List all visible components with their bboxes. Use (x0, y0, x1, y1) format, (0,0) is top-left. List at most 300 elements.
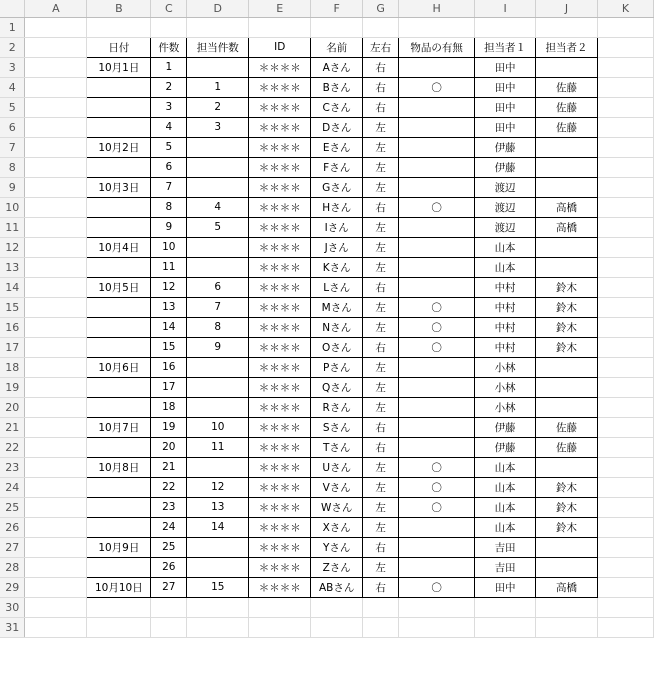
table-cell[interactable]: 15 (151, 337, 187, 357)
column-header[interactable]: H (399, 0, 475, 17)
empty-cell[interactable] (25, 237, 87, 257)
table-cell[interactable] (399, 57, 475, 77)
table-cell[interactable]: 13 (187, 497, 249, 517)
table-cell[interactable]: 伊藤 (475, 157, 536, 177)
table-cell[interactable]: 〇 (399, 297, 475, 317)
empty-cell[interactable] (249, 597, 311, 617)
table-cell[interactable] (87, 257, 151, 277)
row-header[interactable]: 11 (0, 217, 25, 237)
empty-cell[interactable] (598, 257, 654, 277)
table-cell[interactable]: ＊＊＊＊ (249, 317, 311, 337)
table-cell[interactable]: 伊藤 (475, 437, 536, 457)
empty-cell[interactable] (598, 437, 654, 457)
empty-cell[interactable] (475, 17, 536, 37)
table-cell[interactable] (187, 557, 249, 577)
table-cell[interactable]: 左 (363, 317, 399, 337)
table-cell[interactable] (87, 377, 151, 397)
table-cell[interactable]: 17 (151, 377, 187, 397)
table-cell[interactable]: 鈴木 (536, 317, 598, 337)
table-cell[interactable]: ＊＊＊＊ (249, 77, 311, 97)
table-cell[interactable] (536, 57, 598, 77)
table-cell[interactable]: 10月4日 (87, 237, 151, 257)
table-cell[interactable]: 伊藤 (475, 417, 536, 437)
table-cell[interactable]: Oさん (311, 337, 363, 357)
table-cell[interactable]: 渡辺 (475, 177, 536, 197)
table-cell[interactable]: 山本 (475, 497, 536, 517)
table-cell[interactable]: 14 (151, 317, 187, 337)
empty-cell[interactable] (536, 597, 598, 617)
table-cell[interactable]: ＊＊＊＊ (249, 177, 311, 197)
table-header-cell[interactable]: 物品の有無 (399, 37, 475, 57)
empty-cell[interactable] (598, 617, 654, 637)
table-cell[interactable]: 〇 (399, 477, 475, 497)
table-cell[interactable]: Lさん (311, 277, 363, 297)
table-cell[interactable]: 15 (187, 577, 249, 597)
table-cell[interactable]: 佐藤 (536, 417, 598, 437)
table-cell[interactable]: 27 (151, 577, 187, 597)
table-cell[interactable] (536, 397, 598, 417)
empty-cell[interactable] (598, 177, 654, 197)
empty-cell[interactable] (598, 17, 654, 37)
table-cell[interactable]: 14 (187, 517, 249, 537)
empty-cell[interactable] (363, 617, 399, 637)
table-cell[interactable]: 中村 (475, 297, 536, 317)
table-cell[interactable] (536, 157, 598, 177)
table-cell[interactable]: 鈴木 (536, 277, 598, 297)
table-cell[interactable]: 高橋 (536, 577, 598, 597)
row-header[interactable]: 21 (0, 417, 25, 437)
table-cell[interactable]: 左 (363, 137, 399, 157)
table-cell[interactable]: 山本 (475, 237, 536, 257)
empty-cell[interactable] (25, 117, 87, 137)
table-cell[interactable] (536, 357, 598, 377)
table-cell[interactable] (187, 237, 249, 257)
table-cell[interactable]: 10月9日 (87, 537, 151, 557)
empty-cell[interactable] (598, 497, 654, 517)
table-cell[interactable]: Fさん (311, 157, 363, 177)
table-cell[interactable]: 4 (151, 117, 187, 137)
empty-cell[interactable] (187, 17, 249, 37)
row-header[interactable]: 5 (0, 97, 25, 117)
table-cell[interactable]: 左 (363, 157, 399, 177)
table-cell[interactable] (187, 397, 249, 417)
table-cell[interactable] (187, 457, 249, 477)
empty-cell[interactable] (536, 617, 598, 637)
table-cell[interactable] (87, 337, 151, 357)
empty-cell[interactable] (25, 137, 87, 157)
table-cell[interactable]: ＊＊＊＊ (249, 477, 311, 497)
empty-cell[interactable] (598, 97, 654, 117)
table-cell[interactable] (399, 377, 475, 397)
empty-cell[interactable] (25, 277, 87, 297)
table-cell[interactable]: Vさん (311, 477, 363, 497)
table-cell[interactable] (187, 377, 249, 397)
table-cell[interactable]: 中村 (475, 317, 536, 337)
empty-cell[interactable] (25, 617, 87, 637)
empty-cell[interactable] (25, 17, 87, 37)
column-header[interactable]: B (87, 0, 151, 17)
table-cell[interactable] (536, 377, 598, 397)
table-cell[interactable]: 山本 (475, 457, 536, 477)
table-header-cell[interactable]: 件数 (151, 37, 187, 57)
row-header[interactable]: 9 (0, 177, 25, 197)
table-cell[interactable]: 田中 (475, 77, 536, 97)
table-cell[interactable]: ＊＊＊＊ (249, 557, 311, 577)
table-cell[interactable]: ＊＊＊＊ (249, 397, 311, 417)
empty-cell[interactable] (598, 57, 654, 77)
table-cell[interactable]: 左 (363, 517, 399, 537)
empty-cell[interactable] (598, 237, 654, 257)
table-cell[interactable]: 5 (151, 137, 187, 157)
table-cell[interactable]: Qさん (311, 377, 363, 397)
table-cell[interactable]: ＊＊＊＊ (249, 517, 311, 537)
table-cell[interactable] (399, 257, 475, 277)
table-cell[interactable]: Iさん (311, 217, 363, 237)
table-cell[interactable]: 9 (187, 337, 249, 357)
table-header-cell[interactable]: 担当者１ (475, 37, 536, 57)
table-cell[interactable]: 4 (187, 197, 249, 217)
row-header[interactable]: 23 (0, 457, 25, 477)
table-cell[interactable]: 1 (151, 57, 187, 77)
row-header[interactable]: 27 (0, 537, 25, 557)
empty-cell[interactable] (598, 117, 654, 137)
row-header[interactable]: 29 (0, 577, 25, 597)
table-cell[interactable] (399, 157, 475, 177)
table-cell[interactable] (536, 177, 598, 197)
column-header[interactable]: D (187, 0, 249, 17)
table-cell[interactable]: 田中 (475, 117, 536, 137)
table-cell[interactable]: 10 (187, 417, 249, 437)
table-cell[interactable]: ＊＊＊＊ (249, 377, 311, 397)
table-cell[interactable]: 20 (151, 437, 187, 457)
empty-cell[interactable] (598, 157, 654, 177)
empty-cell[interactable] (25, 257, 87, 277)
empty-cell[interactable] (311, 17, 363, 37)
table-cell[interactable]: 右 (363, 337, 399, 357)
empty-cell[interactable] (598, 457, 654, 477)
table-cell[interactable] (87, 317, 151, 337)
table-cell[interactable]: ＊＊＊＊ (249, 537, 311, 557)
table-cell[interactable]: 田中 (475, 97, 536, 117)
empty-cell[interactable] (249, 17, 311, 37)
table-cell[interactable]: 中村 (475, 337, 536, 357)
row-header[interactable]: 20 (0, 397, 25, 417)
empty-cell[interactable] (151, 617, 187, 637)
table-cell[interactable]: 佐藤 (536, 77, 598, 97)
table-cell[interactable]: Wさん (311, 497, 363, 517)
empty-cell[interactable] (475, 597, 536, 617)
table-cell[interactable]: 吉田 (475, 557, 536, 577)
row-header[interactable]: 15 (0, 297, 25, 317)
table-cell[interactable]: ＊＊＊＊ (249, 497, 311, 517)
table-cell[interactable] (87, 397, 151, 417)
table-cell[interactable] (87, 437, 151, 457)
table-cell[interactable]: 19 (151, 417, 187, 437)
table-cell[interactable]: 鈴木 (536, 477, 598, 497)
empty-cell[interactable] (475, 617, 536, 637)
table-cell[interactable]: Xさん (311, 517, 363, 537)
row-header[interactable]: 6 (0, 117, 25, 137)
empty-cell[interactable] (598, 577, 654, 597)
table-cell[interactable]: 10月8日 (87, 457, 151, 477)
table-cell[interactable]: 左 (363, 177, 399, 197)
empty-cell[interactable] (151, 17, 187, 37)
table-cell[interactable]: Dさん (311, 117, 363, 137)
table-cell[interactable]: 〇 (399, 197, 475, 217)
row-header[interactable]: 13 (0, 257, 25, 277)
table-cell[interactable]: 10月2日 (87, 137, 151, 157)
empty-cell[interactable] (25, 197, 87, 217)
row-header[interactable]: 17 (0, 337, 25, 357)
table-cell[interactable]: 18 (151, 397, 187, 417)
table-cell[interactable]: ＊＊＊＊ (249, 217, 311, 237)
table-cell[interactable]: ＊＊＊＊ (249, 257, 311, 277)
table-cell[interactable]: 24 (151, 517, 187, 537)
table-header-cell[interactable]: 担当者２ (536, 37, 598, 57)
table-cell[interactable]: 佐藤 (536, 437, 598, 457)
table-cell[interactable]: 吉田 (475, 537, 536, 557)
table-cell[interactable]: Zさん (311, 557, 363, 577)
table-cell[interactable]: 26 (151, 557, 187, 577)
table-cell[interactable]: 高橋 (536, 197, 598, 217)
empty-cell[interactable] (598, 217, 654, 237)
table-cell[interactable]: Sさん (311, 417, 363, 437)
table-cell[interactable]: 6 (151, 157, 187, 177)
table-cell[interactable]: 〇 (399, 457, 475, 477)
empty-cell[interactable] (25, 557, 87, 577)
column-header[interactable]: J (536, 0, 598, 17)
table-cell[interactable]: 右 (363, 97, 399, 117)
table-cell[interactable] (87, 297, 151, 317)
table-header-cell[interactable]: ID (249, 37, 311, 57)
table-header-cell[interactable]: 担当件数 (187, 37, 249, 57)
table-cell[interactable]: 3 (151, 97, 187, 117)
table-cell[interactable] (399, 177, 475, 197)
table-cell[interactable] (87, 77, 151, 97)
table-cell[interactable] (536, 457, 598, 477)
row-header[interactable]: 12 (0, 237, 25, 257)
table-cell[interactable] (399, 557, 475, 577)
table-cell[interactable] (87, 117, 151, 137)
empty-cell[interactable] (598, 597, 654, 617)
empty-cell[interactable] (311, 617, 363, 637)
table-cell[interactable]: 3 (187, 117, 249, 137)
empty-cell[interactable] (25, 417, 87, 437)
table-cell[interactable]: Aさん (311, 57, 363, 77)
table-cell[interactable]: Jさん (311, 237, 363, 257)
table-cell[interactable]: 1 (187, 77, 249, 97)
empty-cell[interactable] (598, 197, 654, 217)
table-cell[interactable]: 鈴木 (536, 517, 598, 537)
table-cell[interactable]: 10月6日 (87, 357, 151, 377)
table-cell[interactable]: 山本 (475, 517, 536, 537)
table-header-cell[interactable]: 名前 (311, 37, 363, 57)
table-cell[interactable]: 高橋 (536, 217, 598, 237)
table-cell[interactable]: 右 (363, 197, 399, 217)
row-header[interactable]: 28 (0, 557, 25, 577)
empty-cell[interactable] (598, 557, 654, 577)
empty-cell[interactable] (25, 217, 87, 237)
empty-cell[interactable] (25, 537, 87, 557)
empty-cell[interactable] (25, 77, 87, 97)
empty-cell[interactable] (25, 377, 87, 397)
empty-cell[interactable] (25, 437, 87, 457)
empty-cell[interactable] (25, 37, 87, 57)
table-cell[interactable]: ＊＊＊＊ (249, 357, 311, 377)
table-cell[interactable] (399, 437, 475, 457)
table-cell[interactable]: 佐藤 (536, 97, 598, 117)
table-cell[interactable]: Hさん (311, 197, 363, 217)
empty-cell[interactable] (25, 317, 87, 337)
table-cell[interactable]: 16 (151, 357, 187, 377)
table-cell[interactable]: ＊＊＊＊ (249, 97, 311, 117)
table-cell[interactable] (399, 137, 475, 157)
column-header[interactable]: A (25, 0, 87, 17)
table-cell[interactable]: 小林 (475, 357, 536, 377)
table-cell[interactable]: ＊＊＊＊ (249, 577, 311, 597)
row-header[interactable]: 26 (0, 517, 25, 537)
table-cell[interactable] (536, 137, 598, 157)
column-header[interactable]: C (151, 0, 187, 17)
table-cell[interactable]: 〇 (399, 77, 475, 97)
table-cell[interactable]: ＊＊＊＊ (249, 137, 311, 157)
table-cell[interactable] (87, 97, 151, 117)
table-cell[interactable] (187, 57, 249, 77)
table-cell[interactable]: 右 (363, 77, 399, 97)
empty-cell[interactable] (598, 537, 654, 557)
table-cell[interactable] (87, 217, 151, 237)
table-cell[interactable] (399, 217, 475, 237)
table-cell[interactable]: 2 (187, 97, 249, 117)
empty-cell[interactable] (249, 617, 311, 637)
empty-cell[interactable] (598, 377, 654, 397)
table-cell[interactable]: ＊＊＊＊ (249, 237, 311, 257)
table-cell[interactable]: 鈴木 (536, 497, 598, 517)
table-cell[interactable]: 渡辺 (475, 217, 536, 237)
table-cell[interactable]: 山本 (475, 257, 536, 277)
table-cell[interactable]: 左 (363, 557, 399, 577)
table-cell[interactable]: 12 (151, 277, 187, 297)
empty-cell[interactable] (598, 397, 654, 417)
table-cell[interactable]: 山本 (475, 477, 536, 497)
table-cell[interactable]: ABさん (311, 577, 363, 597)
row-header[interactable]: 24 (0, 477, 25, 497)
row-header[interactable]: 10 (0, 197, 25, 217)
row-header[interactable]: 16 (0, 317, 25, 337)
empty-cell[interactable] (598, 337, 654, 357)
table-cell[interactable]: 右 (363, 277, 399, 297)
empty-cell[interactable] (25, 57, 87, 77)
column-header[interactable]: K (598, 0, 654, 17)
table-cell[interactable]: Pさん (311, 357, 363, 377)
row-header[interactable]: 4 (0, 77, 25, 97)
table-cell[interactable] (187, 357, 249, 377)
table-cell[interactable] (187, 157, 249, 177)
empty-cell[interactable] (598, 137, 654, 157)
empty-cell[interactable] (598, 517, 654, 537)
table-cell[interactable]: 25 (151, 537, 187, 557)
row-header[interactable]: 30 (0, 597, 25, 617)
table-cell[interactable]: Cさん (311, 97, 363, 117)
table-cell[interactable] (187, 137, 249, 157)
table-cell[interactable]: ＊＊＊＊ (249, 297, 311, 317)
table-cell[interactable]: 〇 (399, 337, 475, 357)
table-cell[interactable]: 13 (151, 297, 187, 317)
table-cell[interactable]: 8 (187, 317, 249, 337)
table-cell[interactable] (87, 517, 151, 537)
table-cell[interactable]: Nさん (311, 317, 363, 337)
table-cell[interactable]: 佐藤 (536, 117, 598, 137)
table-cell[interactable]: ＊＊＊＊ (249, 277, 311, 297)
table-cell[interactable]: 田中 (475, 577, 536, 597)
table-cell[interactable]: 左 (363, 497, 399, 517)
table-cell[interactable] (87, 557, 151, 577)
table-cell[interactable]: 鈴木 (536, 297, 598, 317)
empty-cell[interactable] (25, 577, 87, 597)
empty-cell[interactable] (363, 597, 399, 617)
table-cell[interactable] (399, 417, 475, 437)
table-cell[interactable] (536, 237, 598, 257)
table-cell[interactable]: 鈴木 (536, 337, 598, 357)
table-cell[interactable]: 小林 (475, 377, 536, 397)
table-cell[interactable]: 左 (363, 377, 399, 397)
empty-cell[interactable] (25, 597, 87, 617)
empty-cell[interactable] (87, 17, 151, 37)
empty-cell[interactable] (25, 157, 87, 177)
empty-cell[interactable] (598, 357, 654, 377)
row-header[interactable]: 19 (0, 377, 25, 397)
column-header[interactable]: F (311, 0, 363, 17)
table-cell[interactable]: 23 (151, 497, 187, 517)
table-cell[interactable] (399, 517, 475, 537)
row-header[interactable]: 3 (0, 57, 25, 77)
table-cell[interactable] (87, 497, 151, 517)
table-cell[interactable]: 〇 (399, 577, 475, 597)
table-cell[interactable]: 9 (151, 217, 187, 237)
table-cell[interactable] (399, 397, 475, 417)
empty-cell[interactable] (311, 597, 363, 617)
table-cell[interactable] (399, 537, 475, 557)
table-cell[interactable]: Tさん (311, 437, 363, 457)
table-cell[interactable]: 田中 (475, 57, 536, 77)
empty-cell[interactable] (598, 417, 654, 437)
table-cell[interactable]: 左 (363, 397, 399, 417)
empty-cell[interactable] (399, 617, 475, 637)
table-cell[interactable]: 7 (187, 297, 249, 317)
row-header[interactable]: 8 (0, 157, 25, 177)
empty-cell[interactable] (598, 477, 654, 497)
empty-cell[interactable] (25, 477, 87, 497)
empty-cell[interactable] (151, 597, 187, 617)
table-cell[interactable]: 左 (363, 477, 399, 497)
table-cell[interactable]: ＊＊＊＊ (249, 57, 311, 77)
table-cell[interactable] (187, 537, 249, 557)
table-cell[interactable]: 渡辺 (475, 197, 536, 217)
table-cell[interactable]: 10月5日 (87, 277, 151, 297)
table-cell[interactable]: 10月10日 (87, 577, 151, 597)
empty-cell[interactable] (187, 597, 249, 617)
table-cell[interactable]: ＊＊＊＊ (249, 117, 311, 137)
empty-cell[interactable] (598, 77, 654, 97)
table-cell[interactable]: 7 (151, 177, 187, 197)
table-cell[interactable] (399, 357, 475, 377)
table-cell[interactable]: 左 (363, 457, 399, 477)
table-cell[interactable]: Mさん (311, 297, 363, 317)
table-cell[interactable]: 10月3日 (87, 177, 151, 197)
empty-cell[interactable] (25, 397, 87, 417)
table-cell[interactable]: ＊＊＊＊ (249, 337, 311, 357)
empty-cell[interactable] (187, 617, 249, 637)
